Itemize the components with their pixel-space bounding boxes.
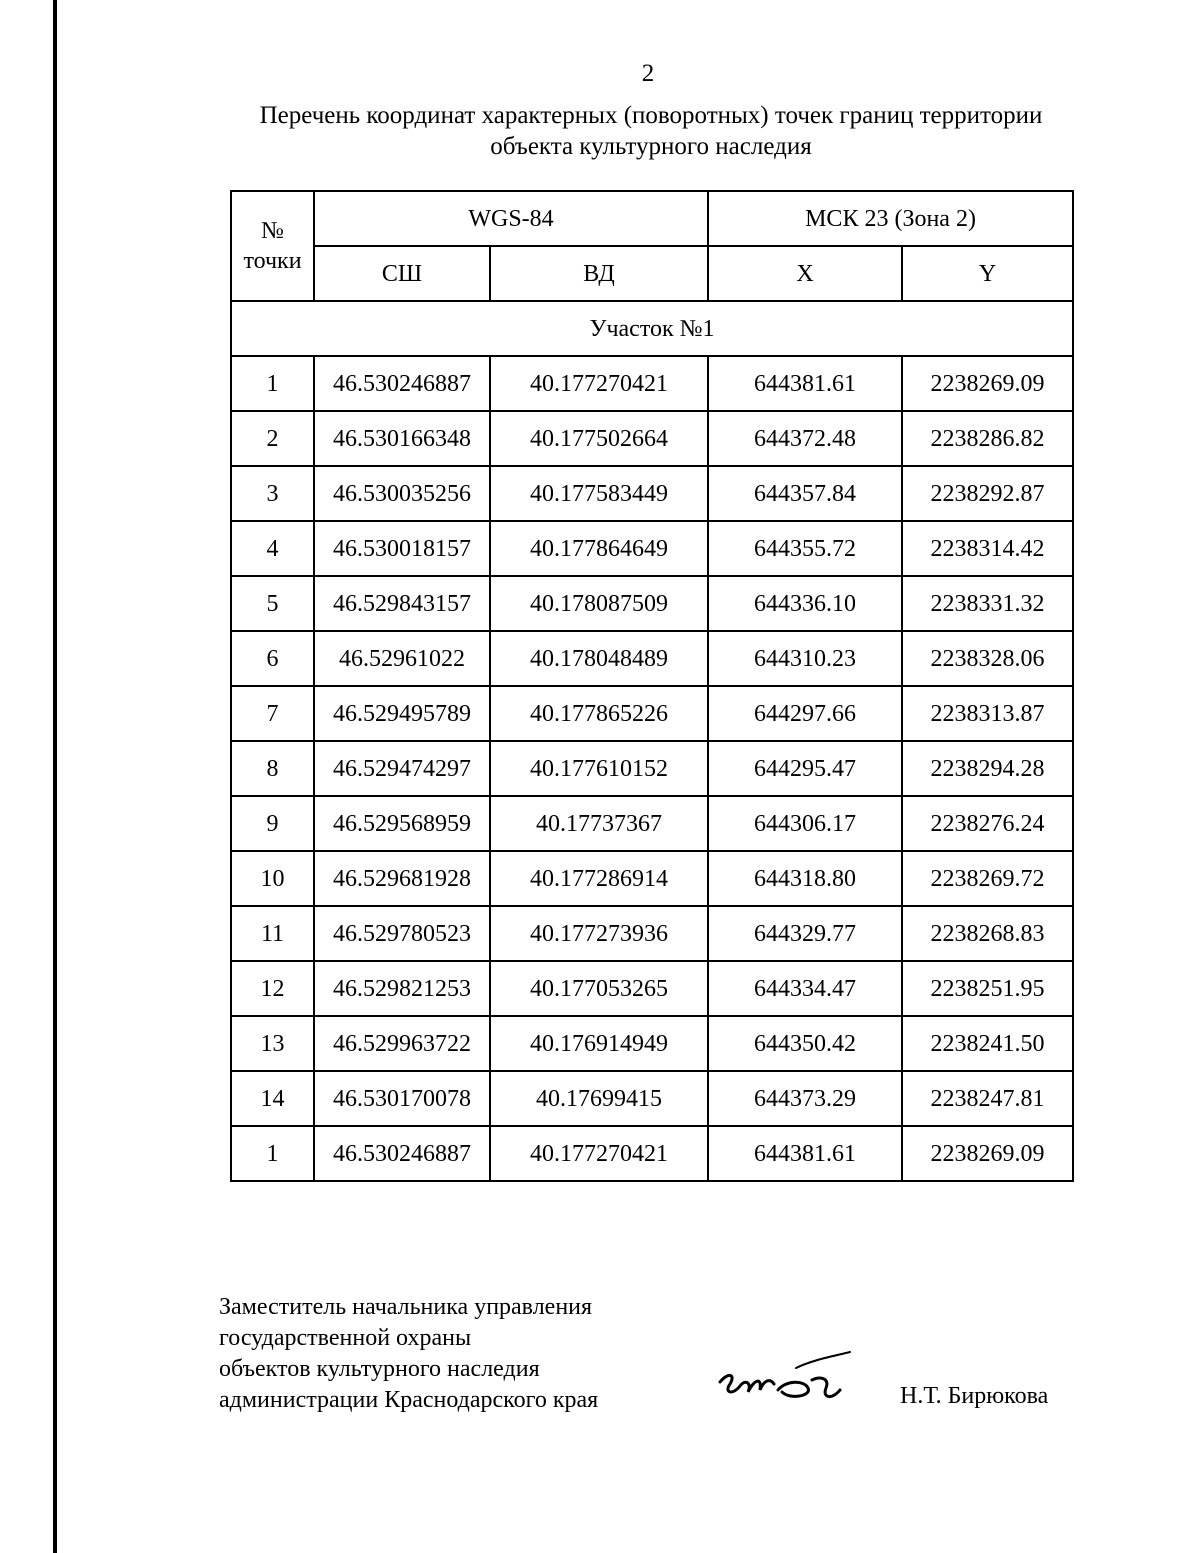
x-cell: 644381.61 bbox=[708, 356, 902, 411]
point-number-cell: 4 bbox=[231, 521, 314, 576]
point-number-cell: 6 bbox=[231, 631, 314, 686]
longitude-cell: 40.178087509 bbox=[490, 576, 708, 631]
table-row bbox=[231, 466, 1073, 521]
latitude-cell: 46.529568959 bbox=[314, 796, 490, 851]
x-cell: 644329.77 bbox=[708, 906, 902, 961]
longitude-cell: 40.177273936 bbox=[490, 906, 708, 961]
y-cell: 2238247.81 bbox=[902, 1071, 1073, 1126]
wgs84-header: WGS-84 bbox=[314, 191, 708, 246]
point-number-cell: 3 bbox=[231, 466, 314, 521]
x-cell: 644355.72 bbox=[708, 521, 902, 576]
longitude-cell: 40.17737367 bbox=[490, 796, 708, 851]
y-cell: 2238269.72 bbox=[902, 851, 1073, 906]
x-cell: 644297.66 bbox=[708, 686, 902, 741]
title-line-2: объекта культурного наследия bbox=[490, 133, 812, 160]
table-row bbox=[231, 576, 1073, 631]
position-line-3: объектов культурного наследия bbox=[219, 1356, 540, 1382]
table-row bbox=[231, 851, 1073, 906]
table-row bbox=[231, 686, 1073, 741]
y-cell: 2238286.82 bbox=[902, 411, 1073, 466]
table-row bbox=[231, 1071, 1073, 1126]
document-title bbox=[230, 100, 1072, 162]
table-row bbox=[231, 411, 1073, 466]
latitude-cell: 46.529780523 bbox=[314, 906, 490, 961]
x-cell: 644357.84 bbox=[708, 466, 902, 521]
signer-name: Н.Т. Бирюкова bbox=[900, 1383, 1049, 1409]
longitude-cell: 40.176914949 bbox=[490, 1016, 708, 1071]
longitude-cell: 40.177865226 bbox=[490, 686, 708, 741]
y-cell: 2238313.87 bbox=[902, 686, 1073, 741]
y-cell: 2238328.06 bbox=[902, 631, 1073, 686]
latitude-cell: 46.530166348 bbox=[314, 411, 490, 466]
latitude-cell: 46.52961022 bbox=[314, 631, 490, 686]
longitude-cell: 40.177610152 bbox=[490, 741, 708, 796]
x-cell: 644372.48 bbox=[708, 411, 902, 466]
y-cell: 2238331.32 bbox=[902, 576, 1073, 631]
page-number: 2 bbox=[641, 60, 655, 87]
x-cell: 644350.42 bbox=[708, 1016, 902, 1071]
position-line-4: администрации Краснодарского края bbox=[219, 1387, 599, 1413]
x-cell: 644373.29 bbox=[708, 1071, 902, 1126]
y-cell: 2238314.42 bbox=[902, 521, 1073, 576]
x-header: X bbox=[708, 246, 902, 301]
position-line-1: Заместитель начальника управления bbox=[219, 1294, 593, 1320]
x-cell: 644336.10 bbox=[708, 576, 902, 631]
x-cell: 644310.23 bbox=[708, 631, 902, 686]
point-number-cell: 12 bbox=[231, 961, 314, 1016]
longitude-cell: 40.177502664 bbox=[490, 411, 708, 466]
y-cell: 2238268.83 bbox=[902, 906, 1073, 961]
longitude-cell: 40.177053265 bbox=[490, 961, 708, 1016]
longitude-header: ВД bbox=[490, 246, 708, 301]
table-row bbox=[231, 521, 1073, 576]
title-line-1: Перечень координат характерных (поворотных) точек границ территории bbox=[259, 102, 1043, 129]
longitude-cell: 40.178048489 bbox=[490, 631, 708, 686]
point-number-cell: 9 bbox=[231, 796, 314, 851]
table-row bbox=[231, 906, 1073, 961]
latitude-cell: 46.530018157 bbox=[314, 521, 490, 576]
latitude-cell: 46.530246887 bbox=[314, 356, 490, 411]
position-line-2: государственной охраны bbox=[219, 1325, 472, 1351]
x-cell: 644334.47 bbox=[708, 961, 902, 1016]
latitude-cell: 46.529843157 bbox=[314, 576, 490, 631]
point-number-cell: 1 bbox=[231, 356, 314, 411]
point-number-cell: 13 bbox=[231, 1016, 314, 1071]
point-number-cell: 14 bbox=[231, 1071, 314, 1126]
y-cell: 2238292.87 bbox=[902, 466, 1073, 521]
point-number-cell: 2 bbox=[231, 411, 314, 466]
signatory-position bbox=[219, 1292, 598, 1416]
y-cell: 2238276.24 bbox=[902, 796, 1073, 851]
x-cell: 644381.61 bbox=[708, 1126, 902, 1181]
latitude-cell: 46.530246887 bbox=[314, 1126, 490, 1181]
point-number-header bbox=[231, 191, 314, 301]
table-row bbox=[231, 631, 1073, 686]
point-number-header-label: № точки bbox=[243, 218, 302, 274]
table-row bbox=[231, 961, 1073, 1016]
latitude-cell: 46.529495789 bbox=[314, 686, 490, 741]
latitude-cell: 46.529963722 bbox=[314, 1016, 490, 1071]
point-number-cell: 1 bbox=[231, 1126, 314, 1181]
table-row bbox=[231, 356, 1073, 411]
y-cell: 2238269.09 bbox=[902, 1126, 1073, 1181]
latitude-cell: 46.529821253 bbox=[314, 961, 490, 1016]
table-row bbox=[231, 741, 1073, 796]
coordinates-table bbox=[230, 190, 1074, 1182]
y-cell: 2238269.09 bbox=[902, 356, 1073, 411]
longitude-cell: 40.177583449 bbox=[490, 466, 708, 521]
x-cell: 644295.47 bbox=[708, 741, 902, 796]
header-row-1 bbox=[231, 191, 1073, 246]
table-row bbox=[231, 1016, 1073, 1071]
longitude-cell: 40.177286914 bbox=[490, 851, 708, 906]
latitude-cell: 46.529681928 bbox=[314, 851, 490, 906]
section-row bbox=[231, 301, 1073, 356]
y-header: Y bbox=[902, 246, 1073, 301]
point-number-cell: 5 bbox=[231, 576, 314, 631]
table-row bbox=[231, 1126, 1073, 1181]
handwritten-signature bbox=[712, 1350, 857, 1410]
x-cell: 644318.80 bbox=[708, 851, 902, 906]
point-number-cell: 11 bbox=[231, 906, 314, 961]
point-number-cell: 7 bbox=[231, 686, 314, 741]
msk23-header: МСК 23 (Зона 2) bbox=[708, 191, 1073, 246]
table-row bbox=[231, 796, 1073, 851]
longitude-cell: 40.17699415 bbox=[490, 1071, 708, 1126]
longitude-cell: 40.177270421 bbox=[490, 1126, 708, 1181]
header-row-2 bbox=[231, 246, 1073, 301]
latitude-cell: 46.529474297 bbox=[314, 741, 490, 796]
section-label: Участок №1 bbox=[231, 301, 1073, 356]
x-cell: 644306.17 bbox=[708, 796, 902, 851]
y-cell: 2238294.28 bbox=[902, 741, 1073, 796]
latitude-header: СШ bbox=[314, 246, 490, 301]
page-margin-bar bbox=[53, 0, 57, 1553]
latitude-cell: 46.530170078 bbox=[314, 1071, 490, 1126]
longitude-cell: 40.177864649 bbox=[490, 521, 708, 576]
y-cell: 2238241.50 bbox=[902, 1016, 1073, 1071]
point-number-cell: 8 bbox=[231, 741, 314, 796]
point-number-cell: 10 bbox=[231, 851, 314, 906]
y-cell: 2238251.95 bbox=[902, 961, 1073, 1016]
longitude-cell: 40.177270421 bbox=[490, 356, 708, 411]
latitude-cell: 46.530035256 bbox=[314, 466, 490, 521]
